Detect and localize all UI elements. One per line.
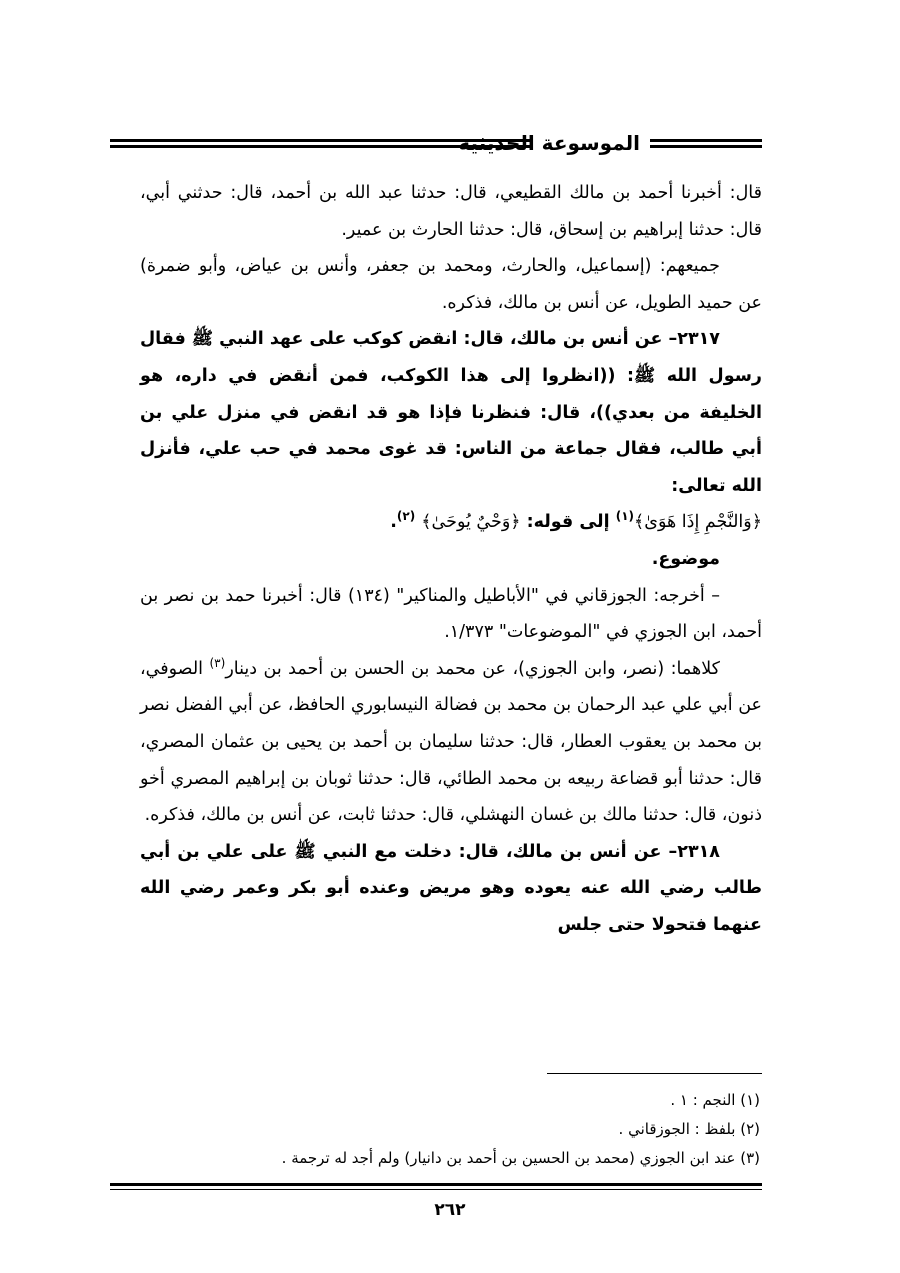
footnotes [120,1086,760,1173]
header-rule-right [650,139,762,148]
footnote-2: (٢) بلفظ : الجوزقاني . [618,1120,760,1138]
hadith-grade: موضوع. [651,548,720,569]
body-text [140,175,762,943]
paragraph-chain-2: جميعهم: (إسماعيل، والحارث، ومحمد بن جعفر، وأنس بن عياض، وأبو ضمرة) عن حميد الطويل، عن أنس بن مالك، فذكره. [140,256,762,313]
footnote-separator [547,1073,762,1074]
quran-verse-1: ﴿وَالنَّجْمِ إِذَا هَوَىٰ﴾ [634,512,762,533]
footnote-ref-2: (٢) [396,509,416,524]
footnote-1: (١) النجم : ١ . [670,1091,760,1109]
hadith-2317-text: ٢٣١٧– عن أنس بن مالك، قال: انقض كوكب على عهد النبي ﷺ فقال رسول الله ﷺ: ((انظروا إلى هذا الكوكب، فمن أنقض في داره، هو الخليفة من بعدي))، قال: فنظرنا فإذا هو قد انقض في منزل علي بن أبي طالب، فقال جماعة من الناس: قد غوى محمد في حب علي، فأنزل الله تعالى: [140,329,762,496]
page-number: ٢٦٢ [434,1200,466,1220]
footnote-3: (٣) عند ابن الجوزي (محمد بن الحسين بن أحمد بن دانيار) ولم أجد له ترجمة . [281,1149,760,1167]
hadith-2317 [140,321,762,541]
quran-verse-2: ﴿وَحْيٌ يُوحَىٰ﴾ [421,512,521,533]
chain-paragraph [140,651,762,834]
header-rule-left [110,139,530,148]
paragraph-chain-1: قال: أخبرنا أحمد بن مالك القطيعي، قال: حدثنا عبد الله بن أحمد، قال: حدثني أبي، قال: حدثنا إبراهيم بن إسحاق، قال: حدثنا الحارث بن عمير. [140,183,762,240]
takhrij-paragraph: – أخرجه: الجوزقاني في "الأباطيل والمناكير" (١٣٤) قال: أخبرنا حمد بن نصر بن أحمد، ابن الجوزي في "الموضوعات" ١/٣٧٣. [140,585,762,643]
hadith-2317-text-b: إلى قوله: [526,512,610,533]
chain-text-b: الصوفي، عن أبي علي عبد الرحمان بن محمد بن فضالة النيسابوري الحافظ، عن أبي الفضل نصر بن محمد بن يعقوب العطار، قال: حدثنا سليمان بن أحمد بن يحيى بن عثمان المصري، قال: حدثنا أبو قضاعة ربيعه بن محمد الطائي، قال: حدثنا ثوبان بن إبراهيم المصري أخو ذنون، قال: حدثنا مالك بن غسان النهشلي، قال: حدثنا ثابت، عن أنس بن مالك، فذكره. [140,658,762,826]
running-header [110,128,762,158]
footnote-ref-1: (١) [615,509,634,524]
hadith-2318: ٢٣١٨– عن أنس بن مالك، قال: دخلت مع النبي ﷺ على علي بن أبي طالب رضي الله عنه يعوده وهو مريض وعنده أبو بكر وعمر رضي الله عنهما فتحولا حتى جلس [140,841,762,935]
footnote-ref-3: (٣) [209,655,226,670]
header-title: الموسوعة الحديثية [448,128,650,158]
hadith-2317-end: . [390,512,397,533]
bottom-rule [110,1183,762,1190]
chain-text-a: كلاهما: (نصر، وابن الجوزي)، عن محمد بن الحسن بن أحمد بن دينار [225,658,721,679]
